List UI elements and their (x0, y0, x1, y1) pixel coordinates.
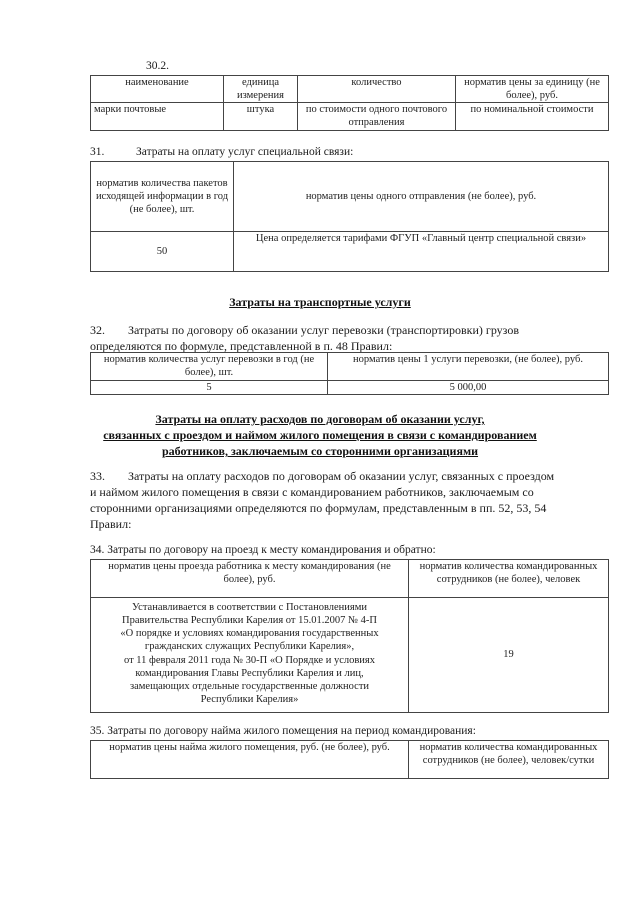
paragraph-33 (90, 468, 608, 532)
header-fare-price: норматив цены проезда работника к месту командирования (не более), руб. (91, 560, 409, 598)
cell-shipment-price: Цена определяется тарифами ФГУП «Главный центр специальной связи» (234, 232, 609, 272)
table-header-row (91, 741, 609, 779)
table-header-row (91, 76, 609, 103)
paragraph-32-number: 32. (90, 323, 105, 337)
paragraph-32 (90, 322, 608, 354)
special-communication-table (90, 161, 609, 272)
section-number-30-2: 30.2. (146, 60, 169, 72)
table-row (91, 232, 609, 272)
travel-fare-table (90, 559, 609, 713)
accommodation-table (90, 740, 609, 779)
cell-packets-count: 50 (91, 232, 234, 272)
header-employees-count: норматив количества командированных сотрудников (не более), человек (409, 560, 609, 598)
regulation-line: замещающих отдельные государственные должности (129, 680, 370, 692)
header-services-count: норматив количества услуг перевозки в год (не более), шт. (91, 353, 328, 381)
regulation-line: Устанавливается в соответствии с Постановлениями (131, 602, 367, 613)
cell-unit: штука (224, 103, 298, 130)
table-header-row (91, 353, 609, 381)
header-packets-count: норматив количества пакетов исходящей информации в год (не более), шт. (91, 162, 234, 232)
paragraph-33-line-2: и наймом жилого помещения в связи с командированием работников, заключаемым со (90, 485, 534, 499)
header-name: наименование (91, 76, 224, 103)
regulation-line: «О порядке и условиях командирования государственных (120, 628, 379, 640)
table-row (91, 598, 609, 713)
cell-price: по номинальной стоимости (456, 103, 609, 130)
header-service-price: норматив цены 1 услуги перевозки, (не более), руб. (328, 353, 609, 381)
section-35-title: 35. Затраты по договору найма жилого помещения на период командирования: (90, 725, 476, 737)
paragraph-32-line-1: Затраты по договору об оказании услуг перевозки (транспортировки) грузов (128, 323, 520, 337)
header-accommodation-price: норматив цены найма жилого помещения, руб. (не более), руб. (91, 741, 409, 779)
paragraph-33-line-4: Правил: (90, 517, 132, 531)
paragraph-33-line-1: Затраты на оплату расходов по договорам об оказании услуг, связанных с проездом (128, 469, 555, 483)
regulation-line: Правительства Республики Карелия от 15.01.2007 № 4-П (122, 615, 377, 627)
cell-quantity: по стоимости одного почтового отправления (298, 103, 456, 130)
paragraph-33-number: 33. (90, 469, 105, 483)
section-number-31: 31. (90, 146, 105, 158)
travel-heading-line-2: связанных с проездом и наймом жилого помещения в связи с командированием (103, 428, 537, 442)
paragraph-33-line-3: сторонними организациями определяются по формулам, представленным в пп. 52, 53, 54 (90, 501, 547, 515)
regulation-line: гражданских служащих Республики Карелия», (144, 641, 355, 653)
header-price: норматив цены за единицу (не более), руб. (456, 76, 609, 103)
header-quantity: количество (298, 76, 456, 103)
cell-service-price: 5 000,00 (328, 381, 609, 395)
cell-employees-count: 19 (409, 598, 609, 713)
header-shipment-price: норматив цены одного отправления (не более), руб. (234, 162, 609, 232)
cell-name: марки почтовые (91, 103, 224, 130)
regulation-line: командирования Главы Республики Карелия и лиц, (135, 667, 364, 679)
section-34-title: 34. Затраты по договору на проезд к месту командирования и обратно: (90, 544, 436, 556)
header-employees-days: норматив количества командированных сотрудников (не более), человек/сутки (409, 741, 609, 779)
regulation-line: от 11 февраля 2011 года № 30-П «О Порядке и условиях (123, 654, 376, 666)
travel-heading-line-3: работников, заключаемым со сторонними организациями (161, 444, 479, 458)
postage-table (90, 75, 609, 131)
travel-heading-line-1: Затраты на оплату расходов по договорам об оказании услуг, (155, 412, 485, 426)
cell-services-count: 5 (91, 381, 328, 395)
paragraph-32-line-2: определяются по формуле, представленной в п. 48 Правил: (90, 339, 393, 353)
table-header-row (91, 162, 609, 232)
header-unit: единица измерения (224, 76, 298, 103)
regulation-line: Республики Карелия» (200, 693, 299, 705)
cell-fare-regulation (91, 598, 409, 713)
table-header-row (91, 560, 609, 598)
table-row (91, 381, 609, 395)
transport-heading: Затраты на транспортные услуги (229, 295, 411, 309)
section-31-title: Затраты на оплату услуг специальной связи: (136, 146, 354, 158)
table-row (91, 103, 609, 130)
transport-table (90, 352, 609, 395)
